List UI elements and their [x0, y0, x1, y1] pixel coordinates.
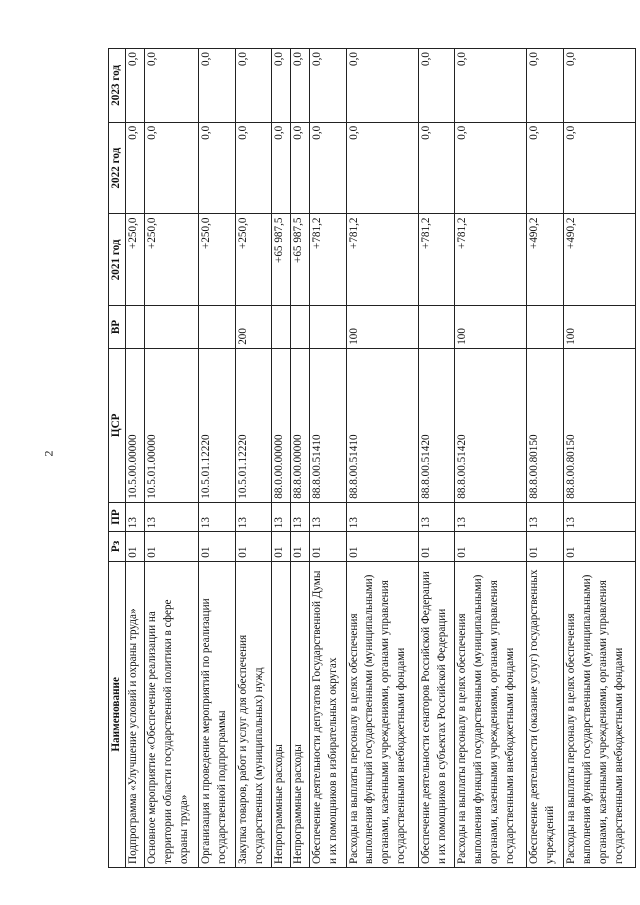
cell-2023: 0,0 — [199, 49, 236, 123]
cell-2021: +250,0 — [199, 214, 236, 306]
table-row — [144, 49, 198, 868]
cell-pr: 13 — [291, 502, 310, 531]
cell-name: Непрограммные расходы — [291, 561, 310, 867]
table-row — [235, 49, 272, 868]
cell-2023: 0,0 — [310, 49, 347, 123]
table-row — [272, 49, 291, 868]
cell-csr: 88.8.00.51410 — [310, 348, 347, 502]
cell-rz: 01 — [126, 532, 145, 561]
cell-2021: +781,2 — [418, 214, 455, 306]
cell-vr — [272, 306, 291, 349]
cell-csr: 88.8.00.80150 — [527, 348, 564, 502]
cell-csr: 10.5.01.00000 — [144, 348, 198, 502]
cell-csr: 88.8.00.80150 — [563, 348, 635, 502]
cell-2021: +781,2 — [346, 214, 418, 306]
cell-2023: 0,0 — [272, 49, 291, 123]
cell-name: Подпрограмма «Улучшение условий и охраны труда» — [126, 561, 145, 867]
col-header-name: Наименование — [109, 561, 126, 867]
table-row — [291, 49, 310, 868]
cell-pr: 13 — [235, 502, 272, 531]
cell-name: Обеспечение деятельности сенаторов Российской Федерации и их помощников в субъектах Российской Федерации — [418, 561, 455, 867]
cell-2021: +490,2 — [563, 214, 635, 306]
cell-csr: 10.5.00.00000 — [126, 348, 145, 502]
cell-rz: 01 — [272, 532, 291, 561]
cell-pr: 13 — [310, 502, 347, 531]
cell-csr: 10.5.01.12220 — [199, 348, 236, 502]
col-header-csr: ЦСР — [109, 348, 126, 502]
cell-csr: 88.8.00.00000 — [291, 348, 310, 502]
cell-csr: 10.5.01.12220 — [235, 348, 272, 502]
page-number: 2 — [41, 450, 56, 457]
cell-pr: 13 — [144, 502, 198, 531]
cell-2022: 0,0 — [144, 122, 198, 214]
cell-2022: 0,0 — [563, 122, 635, 214]
cell-vr — [144, 306, 198, 349]
cell-rz: 01 — [346, 532, 418, 561]
budget-table-sheet — [108, 48, 636, 868]
cell-csr: 88.8.00.51410 — [346, 348, 418, 502]
cell-name: Обеспечение деятельности (оказание услуг) государственных учреждений — [527, 561, 564, 867]
cell-csr: 88.8.00.51420 — [455, 348, 527, 502]
cell-vr — [126, 306, 145, 349]
cell-vr — [199, 306, 236, 349]
cell-name: Расходы на выплаты персоналу в целях обеспечения выполнения функций государственными (муниципальными) органами, казенными учреждениями, органами управления государственными внебюджетными фондами — [563, 561, 635, 867]
cell-rz: 01 — [527, 532, 564, 561]
table-row — [310, 49, 347, 868]
cell-2021: +250,0 — [235, 214, 272, 306]
cell-2022: 0,0 — [455, 122, 527, 214]
cell-2022: 0,0 — [235, 122, 272, 214]
cell-rz: 01 — [291, 532, 310, 561]
cell-csr: 88.8.00.51420 — [418, 348, 455, 502]
cell-2023: 0,0 — [418, 49, 455, 123]
table-row — [346, 49, 418, 868]
cell-vr — [310, 306, 347, 349]
cell-2023: 0,0 — [235, 49, 272, 123]
budget-table — [108, 48, 636, 868]
cell-2023: 0,0 — [144, 49, 198, 123]
cell-2021: +781,2 — [455, 214, 527, 306]
col-header-vr: ВР — [109, 306, 126, 349]
cell-pr: 13 — [527, 502, 564, 531]
cell-2023: 0,0 — [455, 49, 527, 123]
cell-2023: 0,0 — [346, 49, 418, 123]
cell-rz: 01 — [235, 532, 272, 561]
cell-name: Обеспечение деятельности депутатов Государственной Думы и их помощников в избирательных округах — [310, 561, 347, 867]
cell-name: Непрограммные расходы — [272, 561, 291, 867]
table-row — [527, 49, 564, 868]
cell-pr: 13 — [199, 502, 236, 531]
cell-2023: 0,0 — [126, 49, 145, 123]
cell-vr — [418, 306, 455, 349]
table-row — [126, 49, 145, 868]
cell-2022: 0,0 — [199, 122, 236, 214]
cell-2021: +250,0 — [144, 214, 198, 306]
cell-2022: 0,0 — [527, 122, 564, 214]
col-header-pr: ПР — [109, 502, 126, 531]
cell-pr: 13 — [272, 502, 291, 531]
table-row — [563, 49, 635, 868]
cell-rz: 01 — [310, 532, 347, 561]
cell-2022: 0,0 — [310, 122, 347, 214]
col-header-2023: 2023 год — [109, 49, 126, 123]
cell-rz: 01 — [563, 532, 635, 561]
col-header-2022: 2022 год — [109, 122, 126, 214]
cell-rz: 01 — [418, 532, 455, 561]
cell-2022: 0,0 — [291, 122, 310, 214]
table-header-row — [109, 49, 126, 868]
col-header-2021: 2021 год — [109, 214, 126, 306]
cell-pr: 13 — [126, 502, 145, 531]
cell-vr: 100 — [346, 306, 418, 349]
cell-2021: +781,2 — [310, 214, 347, 306]
cell-2021: +490,2 — [527, 214, 564, 306]
cell-csr: 88.0.00.00000 — [272, 348, 291, 502]
table-row — [455, 49, 527, 868]
cell-vr — [527, 306, 564, 349]
cell-name: Основное мероприятие «Обеспечение реализации на территории области государственной политики в сфере охраны труда» — [144, 561, 198, 867]
cell-vr: 100 — [563, 306, 635, 349]
cell-rz: 01 — [144, 532, 198, 561]
cell-pr: 13 — [418, 502, 455, 531]
cell-2023: 0,0 — [527, 49, 564, 123]
col-header-rz: Рз — [109, 532, 126, 561]
cell-2022: 0,0 — [272, 122, 291, 214]
cell-2023: 0,0 — [291, 49, 310, 123]
cell-2022: 0,0 — [418, 122, 455, 214]
table-row — [199, 49, 236, 868]
cell-vr — [291, 306, 310, 349]
cell-name: Расходы на выплаты персоналу в целях обеспечения выполнения функций государственными (муниципальными) органами, казенными учреждениями, органами управления государственными внебюджетными фондами — [455, 561, 527, 867]
cell-pr: 13 — [455, 502, 527, 531]
cell-2023: 0,0 — [563, 49, 635, 123]
cell-2022: 0,0 — [346, 122, 418, 214]
cell-rz: 01 — [455, 532, 527, 561]
cell-2021: +65 987,5 — [291, 214, 310, 306]
cell-name: Расходы на выплаты персоналу в целях обеспечения выполнения функций государственными (муниципальными) органами, казенными учреждениями, органами управления государственными внебюджетными фондами — [346, 561, 418, 867]
cell-vr: 200 — [235, 306, 272, 349]
cell-name: Закупка товаров, работ и услуг для обеспечения государственных (муниципальных) нужд — [235, 561, 272, 867]
cell-2022: 0,0 — [126, 122, 145, 214]
cell-2021: +65 987,5 — [272, 214, 291, 306]
cell-vr: 100 — [455, 306, 527, 349]
cell-pr: 13 — [563, 502, 635, 531]
cell-2021: +250,0 — [126, 214, 145, 306]
table-row — [418, 49, 455, 868]
cell-pr: 13 — [346, 502, 418, 531]
cell-rz: 01 — [199, 532, 236, 561]
cell-name: Организация и проведение мероприятий по реализации государственной подпрограммы — [199, 561, 236, 867]
